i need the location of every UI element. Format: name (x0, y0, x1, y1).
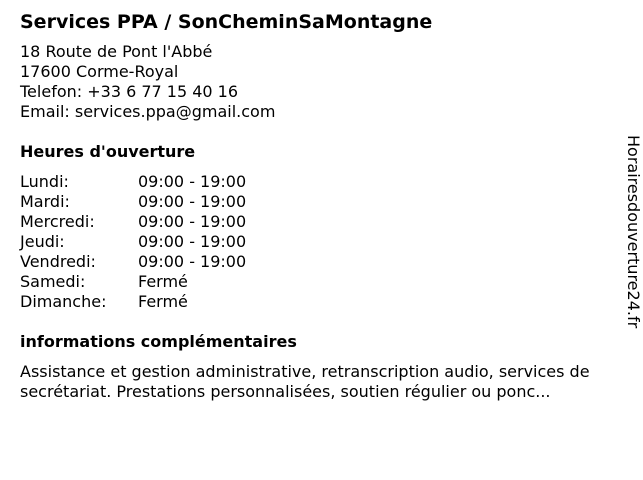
hours-row-thursday (20, 232, 616, 252)
hours-row-friday (20, 252, 616, 272)
hours-day: Jeudi: (20, 232, 65, 251)
hours-day: Dimanche: (20, 292, 107, 311)
phone-number[interactable]: Telefon: +33 6 77 15 40 16 (20, 82, 239, 101)
hours-day: Vendredi: (20, 252, 96, 271)
business-title: Services PPA / SonCheminSaMontagne (20, 11, 433, 33)
hours-time: 09:00 - 19:00 (138, 172, 247, 191)
hours-table (20, 172, 616, 312)
hours-heading: Heures d'ouverture (20, 142, 196, 161)
hours-time: Fermé (138, 272, 188, 291)
email-address[interactable]: Email: services.ppa@gmail.com (20, 102, 276, 121)
hours-time: 09:00 - 19:00 (138, 252, 247, 271)
hours-time: 09:00 - 19:00 (138, 232, 247, 251)
hours-row-sunday (20, 292, 616, 312)
hours-day: Lundi: (20, 172, 69, 191)
hours-day: Mercredi: (20, 212, 95, 231)
hours-time: Fermé (138, 292, 188, 311)
hours-row-tuesday (20, 192, 616, 212)
business-card (20, 10, 616, 402)
hours-time: 09:00 - 19:00 (138, 212, 247, 231)
info-description: Assistance et gestion administrative, retranscription audio, services de secrétariat. Prestations personnalisées, soutien régulier ou ponc... (20, 362, 590, 401)
hours-time: 09:00 - 19:00 (138, 192, 247, 211)
hours-row-saturday (20, 272, 616, 292)
info-heading: informations complémentaires (20, 332, 297, 351)
hours-row-monday (20, 172, 616, 192)
hours-row-wednesday (20, 212, 616, 232)
address-street: 18 Route de Pont l'Abbé (20, 42, 213, 61)
brand-watermark: Horairesdouverture24.fr (624, 135, 643, 329)
hours-day: Mardi: (20, 192, 70, 211)
address-city: 17600 Corme-Royal (20, 62, 179, 81)
hours-day: Samedi: (20, 272, 86, 291)
